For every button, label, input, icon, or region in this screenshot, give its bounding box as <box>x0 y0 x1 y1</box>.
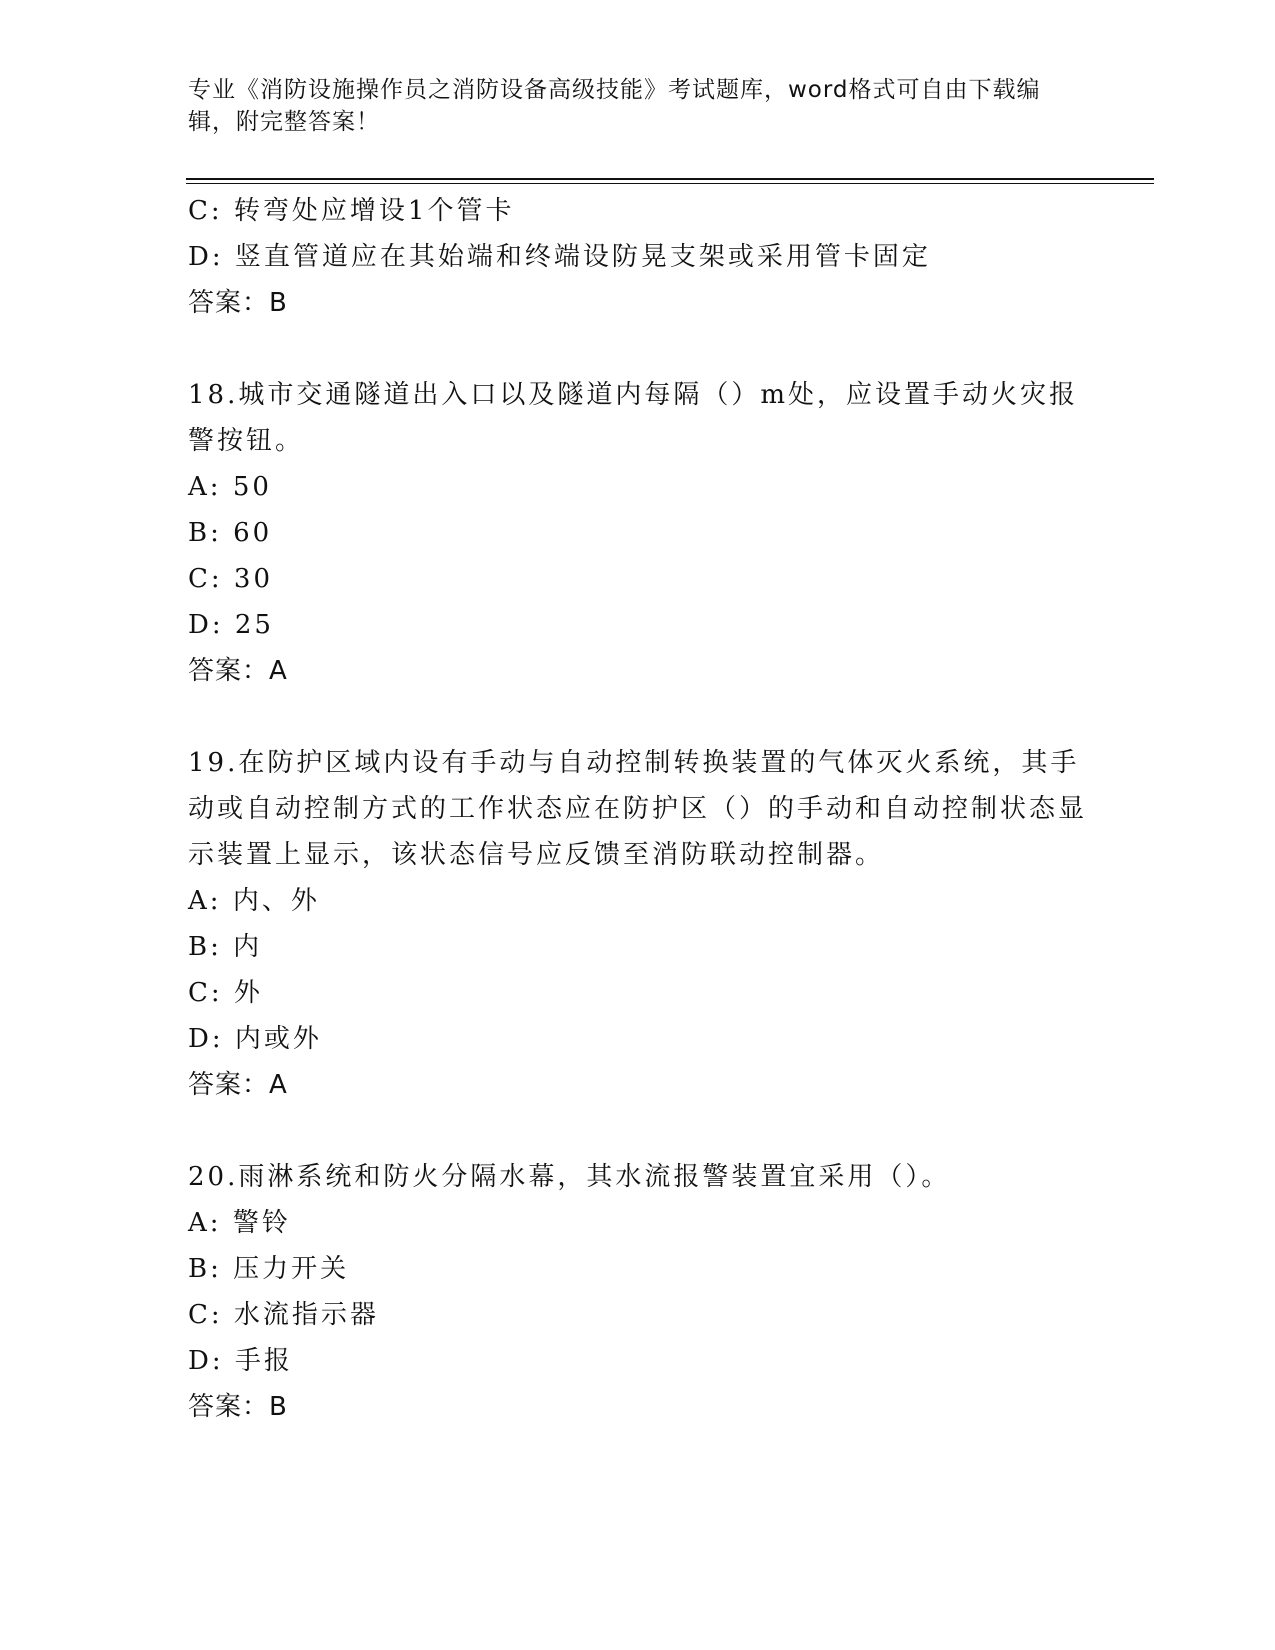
option-letter: D: <box>188 242 224 272</box>
option-letter: C: <box>188 196 223 226</box>
page-header: 专业《消防设施操作员之消防设备高级技能》考试题库，word格式可自由下载编辑，附完整答案！ <box>188 77 1041 135</box>
option-line <box>188 1016 1088 1062</box>
answer-line: 答案：A <box>188 1070 288 1100</box>
option-text: 水流指示器 <box>233 1300 379 1330</box>
option-letter: C: <box>188 1300 223 1330</box>
option-letter: C: <box>188 978 223 1008</box>
option-text: 压力开关 <box>233 1254 350 1284</box>
option-letter: A: <box>188 472 222 502</box>
option-line <box>188 878 1088 924</box>
option-text: 50 <box>232 472 272 502</box>
option-text: 竖直管道应在其始端和终端设防晃支架或采用管卡固定 <box>234 242 931 272</box>
option-line <box>188 188 1088 234</box>
option-letter: B: <box>188 932 222 962</box>
option-letter: A: <box>188 886 222 916</box>
option-letter: D: <box>188 1346 224 1376</box>
option-text: 30 <box>233 564 274 594</box>
question-stem: 19.在防护区域内设有手动与自动控制转换装置的气体灭火系统，其手动或自动控制方式的工作状态应在防护区（）的手动和自动控制状态显示装置上显示，该状态信号应反馈至消防联动控制器。 <box>188 748 1088 870</box>
header-divider <box>186 178 1154 180</box>
option-letter: B: <box>188 518 222 548</box>
option-text: 内、外 <box>232 886 320 916</box>
option-text: 25 <box>234 610 274 640</box>
header-divider-thin <box>186 183 1154 184</box>
question-19 <box>188 740 1088 1108</box>
option-line <box>188 464 1088 510</box>
option-text: 转弯处应增设1个管卡 <box>233 196 515 226</box>
option-letter: A: <box>188 1208 222 1238</box>
option-line <box>188 924 1088 970</box>
option-text: 60 <box>233 518 273 548</box>
question-stem: 20.雨淋系统和防火分隔水幕，其水流报警装置宜采用（）。 <box>188 1162 951 1192</box>
question-content <box>188 188 1088 1430</box>
question-18 <box>188 372 1088 694</box>
prev-question-tail <box>188 188 1088 326</box>
option-letter: D: <box>188 1024 224 1054</box>
question-20 <box>188 1154 1088 1430</box>
option-letter: D: <box>188 610 224 640</box>
option-line <box>188 510 1088 556</box>
answer-line: 答案：B <box>188 1392 288 1422</box>
option-line <box>188 1246 1088 1292</box>
answer-line: 答案：A <box>188 656 288 686</box>
option-line <box>188 602 1088 648</box>
option-line <box>188 970 1088 1016</box>
option-line <box>188 1292 1088 1338</box>
option-text: 外 <box>233 978 263 1008</box>
option-text: 内或外 <box>234 1024 322 1054</box>
option-line <box>188 1338 1088 1384</box>
option-text: 警铃 <box>232 1208 291 1238</box>
option-letter: C: <box>188 564 223 594</box>
option-line <box>188 234 1088 280</box>
option-text: 手报 <box>234 1346 293 1376</box>
option-line <box>188 1200 1088 1246</box>
answer-line: 答案：B <box>188 288 288 318</box>
option-letter: B: <box>188 1254 222 1284</box>
question-stem: 18.城市交通隧道出入口以及隧道内每隔（）m处，应设置手动火灾报警按钮。 <box>188 380 1079 456</box>
option-text: 内 <box>233 932 263 962</box>
option-line <box>188 556 1088 602</box>
